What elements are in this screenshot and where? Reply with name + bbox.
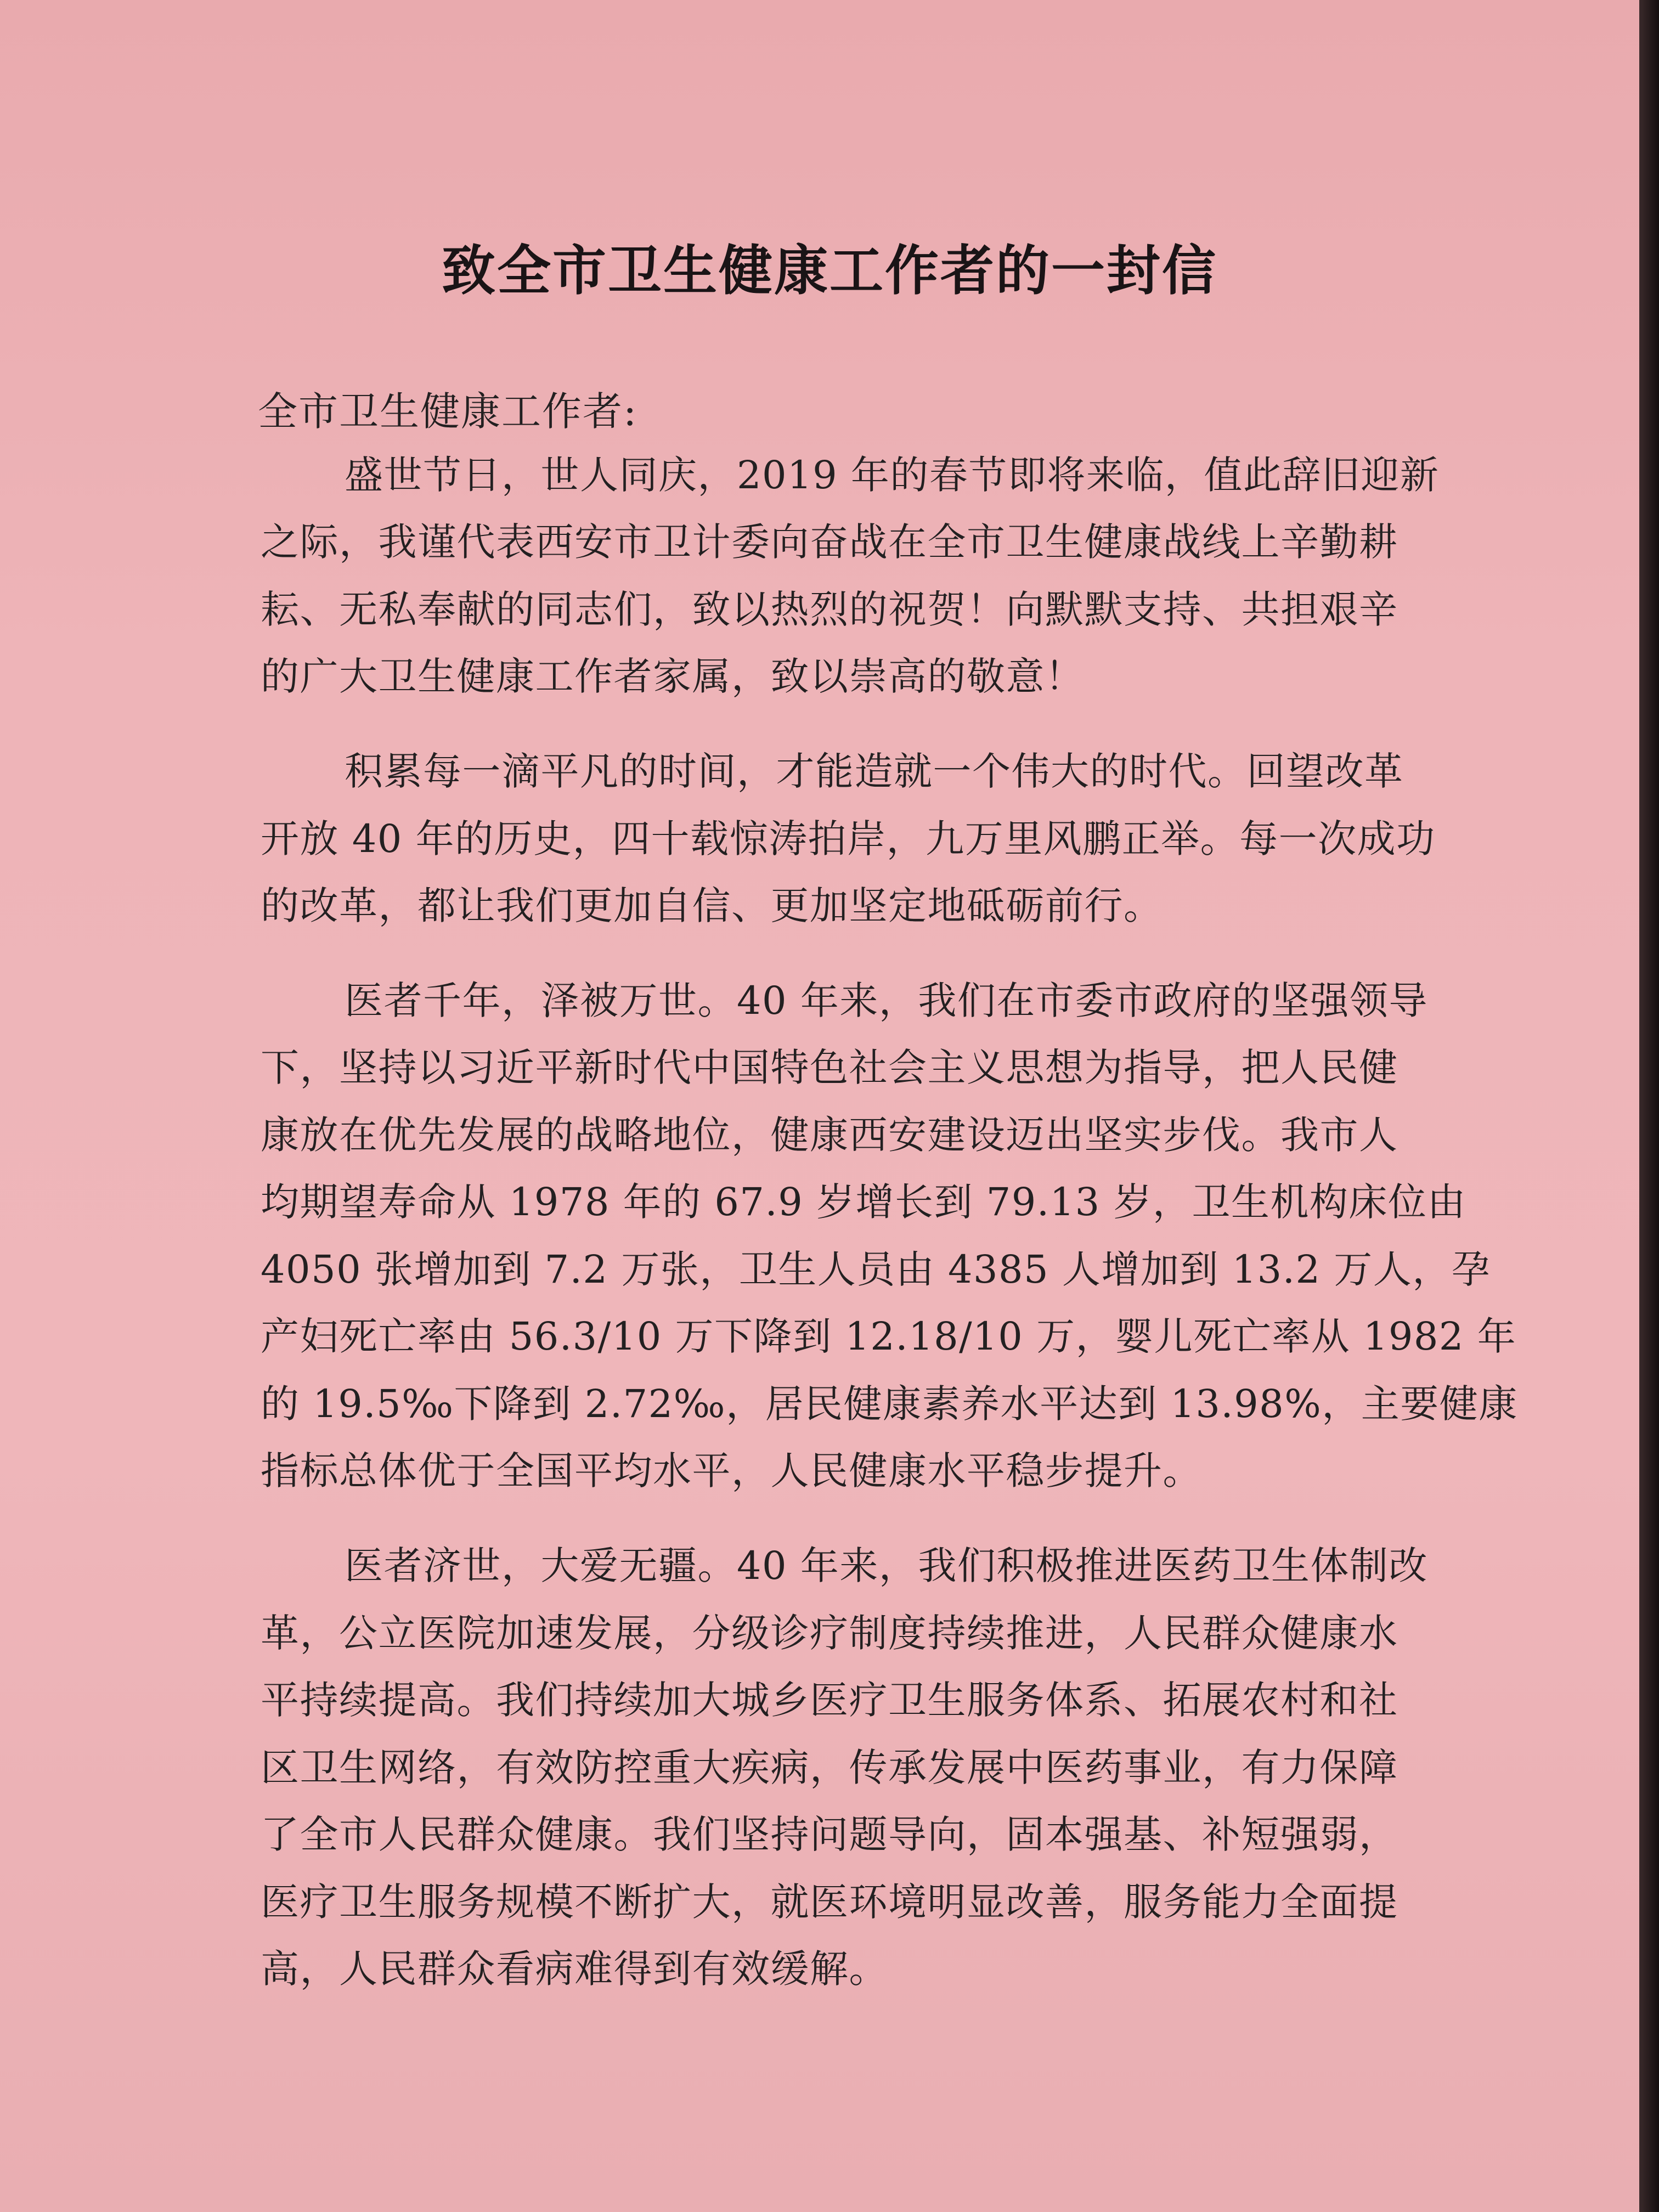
paragraph-line: 的 19.5‰下降到 2.72‰，居民健康素养水平达到 13.98%，主要健康 <box>261 1381 1518 1426</box>
paragraph-line: 之际，我谨代表西安市卫计委向奋战在全市卫生健康战线上辛勤耕 <box>261 520 1398 565</box>
paragraph-line: 的改革，都让我们更加自信、更加坚定地砥砺前行。 <box>261 883 1163 928</box>
salutation: 全市卫生健康工作者: <box>258 388 638 435</box>
paragraph-line: 医疗卫生服务规模不断扩大，就医环境明显改善，服务能力全面提 <box>261 1880 1398 1925</box>
paragraph-line: 产妇死亡率由 56.3/10 万下降到 12.18/10 万，婴儿死亡率从 1982 年 <box>261 1314 1517 1359</box>
letter-title: 致全市卫生健康工作者的一封信 <box>441 239 1217 302</box>
paragraph-line: 康放在优先发展的战略地位，健康西安建设迈出坚实步伐。我市人 <box>261 1113 1398 1158</box>
paragraph-line: 医者千年，泽被万世。40 年来，我们在市委市政府的坚强领导 <box>345 978 1428 1023</box>
paragraph-line: 平持续提高。我们持续加大城乡医疗卫生服务体系、拓展农村和社 <box>261 1678 1398 1723</box>
paragraph-line: 耘、无私奉献的同志们，致以热烈的祝贺！向默默支持、共担艰辛 <box>261 587 1398 632</box>
paragraph-line: 革，公立医院加速发展，分级诊疗制度持续推进，人民群众健康水 <box>261 1611 1398 1656</box>
paragraph-line: 医者济世，大爱无疆。40 年来，我们积极推进医药卫生体制改 <box>345 1543 1428 1588</box>
paper-edge-shadow <box>1639 0 1659 2212</box>
paragraph-line: 下，坚持以习近平新时代中国特色社会主义思想为指导，把人民健 <box>261 1045 1398 1090</box>
paragraph-line: 的广大卫生健康工作者家属，致以崇高的敬意！ <box>261 654 1085 699</box>
paragraph-line: 指标总体优于全国平均水平，人民健康水平稳步提升。 <box>261 1448 1202 1493</box>
paragraph-line: 盛世节日，世人同庆，2019 年的春节即将来临，值此辞旧迎新 <box>345 453 1440 498</box>
paragraph-line: 高，人民群众看病难得到有效缓解。 <box>261 1946 888 1991</box>
paragraph-line: 开放 40 年的历史，四十载惊涛拍岸，九万里风鹏正举。每一次成功 <box>261 816 1436 861</box>
paragraph-line: 均期望寿命从 1978 年的 67.9 岁增长到 79.13 岁，卫生机构床位由 <box>261 1180 1466 1224</box>
paragraph-line: 积累每一滴平凡的时间，才能造就一个伟大的时代。回望改革 <box>345 749 1404 794</box>
paragraph-line: 区卫生网络，有效防控重大疾病，传承发展中医药事业，有力保障 <box>261 1745 1398 1790</box>
paragraph-line: 了全市人民群众健康。我们坚持问题导向，固本强基、补短强弱， <box>261 1812 1398 1857</box>
paragraph-line: 4050 张增加到 7.2 万张，卫生人员由 4385 人增加到 13.2 万人，孕 <box>261 1247 1491 1292</box>
